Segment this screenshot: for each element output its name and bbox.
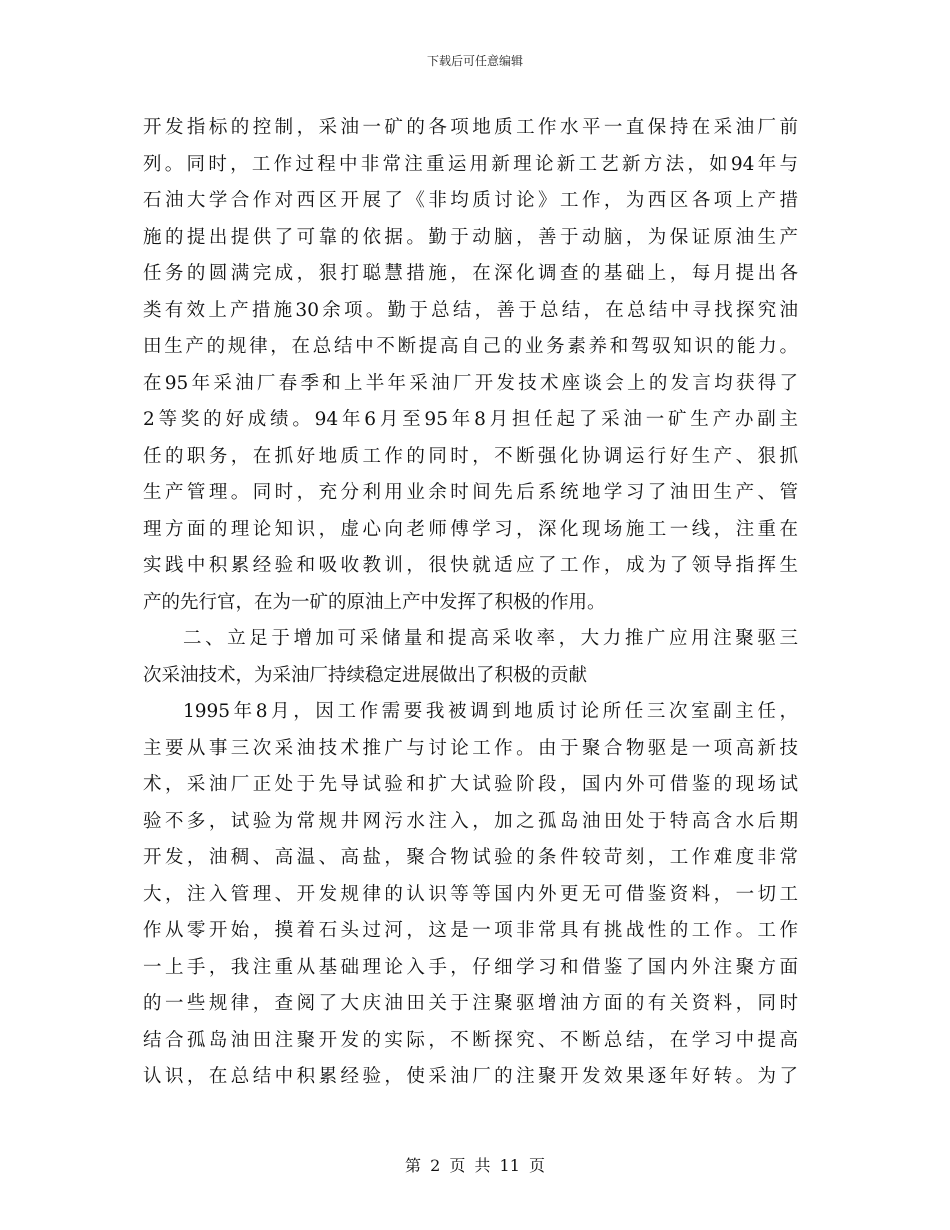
- body-line: 2等奖的好成绩。94年6月至95年8月担任起了采油一矿生产办副主: [143, 409, 798, 430]
- body-line: 产的先行官，在为一矿的原油上产中发挥了积极的作用。: [143, 591, 606, 613]
- body-line: 1995年8月，因工作需要我被调到地质讨论所任三次室副主任，: [183, 701, 798, 722]
- body-line: 的一些规律，查阅了大庆油田关于注聚驱增油方面的有关资料，同时: [143, 993, 798, 1014]
- body-line: 大，注入管理、开发规律的认识等等国内外更无可借鉴资料，一切工: [143, 883, 798, 905]
- body-line: 作从零开始，摸着石头过河，这是一项非常具有挑战性的工作。工作: [143, 920, 798, 941]
- body-line: 任的职务，在抓好地质工作的同时，不断强化协调运行好生产、狠抓: [143, 445, 798, 467]
- body-line: 术，采油厂正处于先导试验和扩大试验阶段，国内外可借鉴的现场试: [143, 774, 798, 795]
- document-body: [143, 110, 798, 1096]
- section-heading-line: 二、立足于增加可采储量和提高采收率，大力推广应用注聚驱三: [183, 628, 798, 649]
- body-line: 验不多，试验为常规井网污水注入，加之孤岛油田处于特高含水后期: [143, 810, 798, 832]
- body-line: 结合孤岛油田注聚开发的实际，不断探究、不断总结，在学习中提高: [143, 1029, 798, 1051]
- body-line: 开发指标的控制，采油一矿的各项地质工作水平一直保持在采油厂前: [143, 117, 798, 138]
- body-line: 列。同时，工作过程中非常注重运用新理论新工艺新方法，如94年与: [143, 153, 798, 175]
- body-line: 生产管理。同时，充分利用业余时间先后系统地学习了油田生产、管: [143, 482, 798, 503]
- body-line: 类有效上产措施30余项。勤于总结，善于总结，在总结中寻找探究油: [143, 299, 798, 321]
- body-line: 认识，在总结中积累经验，使采油厂的注聚开发效果逐年好转。为了: [143, 1066, 798, 1087]
- body-line: 开发，油稠、高温、高盐，聚合物试验的条件较苛刻，工作难度非常: [143, 847, 798, 868]
- page-number-footer: 第 2 页 共 11 页: [405, 1156, 545, 1175]
- body-line: 任务的圆满完成，狠打聪慧措施，在深化调查的基础上，每月提出各: [143, 263, 798, 284]
- body-line: 主要从事三次采油技术推广与讨论工作。由于聚合物驱是一项高新技: [143, 737, 798, 759]
- body-line: 理方面的理论知识，虚心向老师傅学习，深化现场施工一线，注重在: [143, 518, 798, 540]
- body-line: 实践中积累经验和吸收教训，很快就适应了工作，成为了领导指挥生: [143, 555, 798, 576]
- page-header: 下载后可任意编辑: [426, 54, 523, 68]
- section-heading-line: 次采油技术，为采油厂持续稳定进展做出了积极的贡献: [143, 664, 588, 686]
- body-line: 一上手，我注重从基础理论入手，仔细学习和借鉴了国内外注聚方面: [143, 956, 798, 978]
- body-line: 施的提出提供了可靠的依据。勤于动脑，善于动脑，为保证原油生产: [143, 226, 798, 248]
- body-line: 石油大学合作对西区开展了《非均质讨论》工作，为西区各项上产措: [143, 190, 798, 211]
- body-line: 在95年采油厂春季和上半年采油厂开发技术座谈会上的发言均获得了: [143, 372, 798, 394]
- body-line: 田生产的规律，在总结中不断提高自己的业务素养和驾驭知识的能力。: [143, 336, 798, 357]
